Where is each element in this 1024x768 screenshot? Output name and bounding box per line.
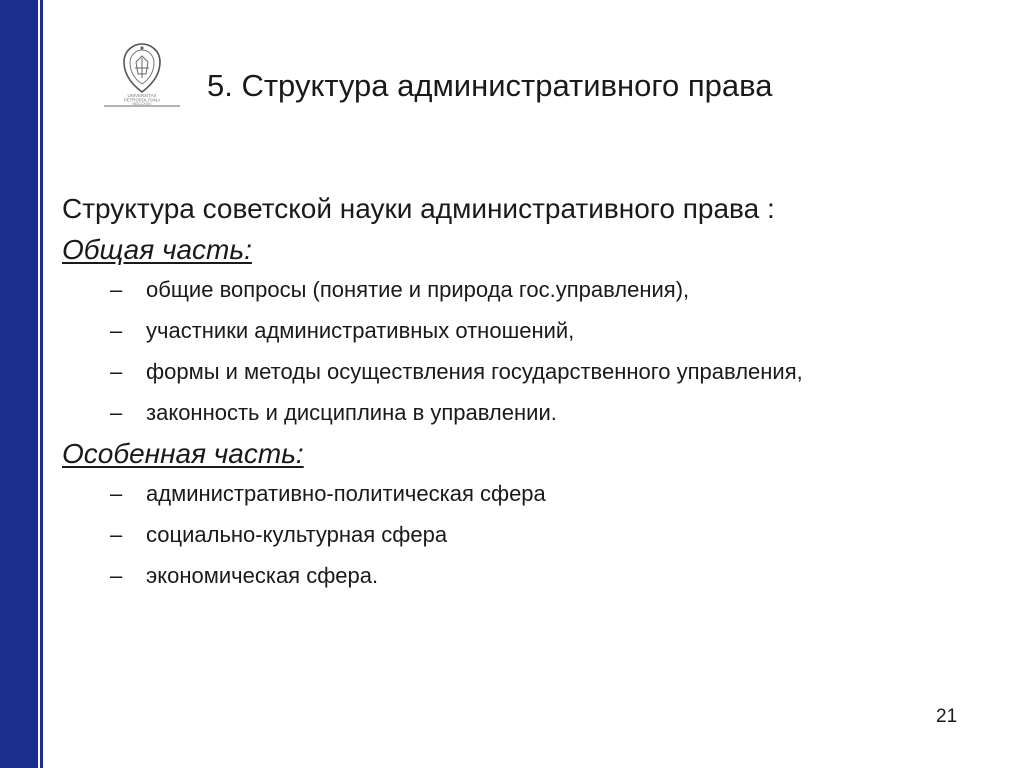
list-item <box>110 556 846 597</box>
dash-bullet: – <box>110 277 123 302</box>
list-item <box>110 270 846 311</box>
list-item-text: формы и методы осуществления государственного управления, <box>146 359 803 384</box>
list-item <box>110 515 846 556</box>
list-item-text: общие вопросы (понятие и природа гос.управления), <box>146 277 690 302</box>
dash-bullet: – <box>110 400 123 425</box>
list-item <box>110 311 846 352</box>
page-number: 21 <box>936 706 958 727</box>
university-crest-icon <box>104 40 180 110</box>
special-part-list <box>110 474 962 597</box>
left-accent-line <box>40 0 43 768</box>
general-part-list <box>110 270 962 434</box>
list-item-text: административно-политическая сфера <box>146 481 546 506</box>
list-item <box>110 474 846 515</box>
left-accent-bar <box>0 0 38 768</box>
logo-caption-1: UNIVERSITAS <box>127 93 157 98</box>
general-part-label: Общая часть: <box>62 234 252 265</box>
dash-bullet: – <box>110 563 123 588</box>
dash-bullet: – <box>110 359 123 384</box>
content-heading: Структура советской науки административного права : <box>62 193 775 224</box>
dash-bullet: – <box>110 318 123 343</box>
logo-caption-2: PETROPOLITANA <box>123 97 161 103</box>
list-item-text: социально-культурная сфера <box>146 522 448 547</box>
dash-bullet: – <box>110 481 123 506</box>
slide-title: 5. Структура административного права <box>207 68 773 103</box>
list-item-text: участники административных отношений, <box>146 318 575 343</box>
dash-bullet: – <box>110 522 123 547</box>
special-part-label: Особенная часть: <box>62 438 304 469</box>
list-item <box>110 393 846 434</box>
list-item <box>110 352 846 393</box>
list-item-text: экономическая сфера. <box>146 563 379 588</box>
list-item-text: законность и дисциплина в управлении. <box>146 400 557 425</box>
logo-caption-3: MDCCXXIV <box>132 102 152 106</box>
slide-content <box>62 188 962 597</box>
